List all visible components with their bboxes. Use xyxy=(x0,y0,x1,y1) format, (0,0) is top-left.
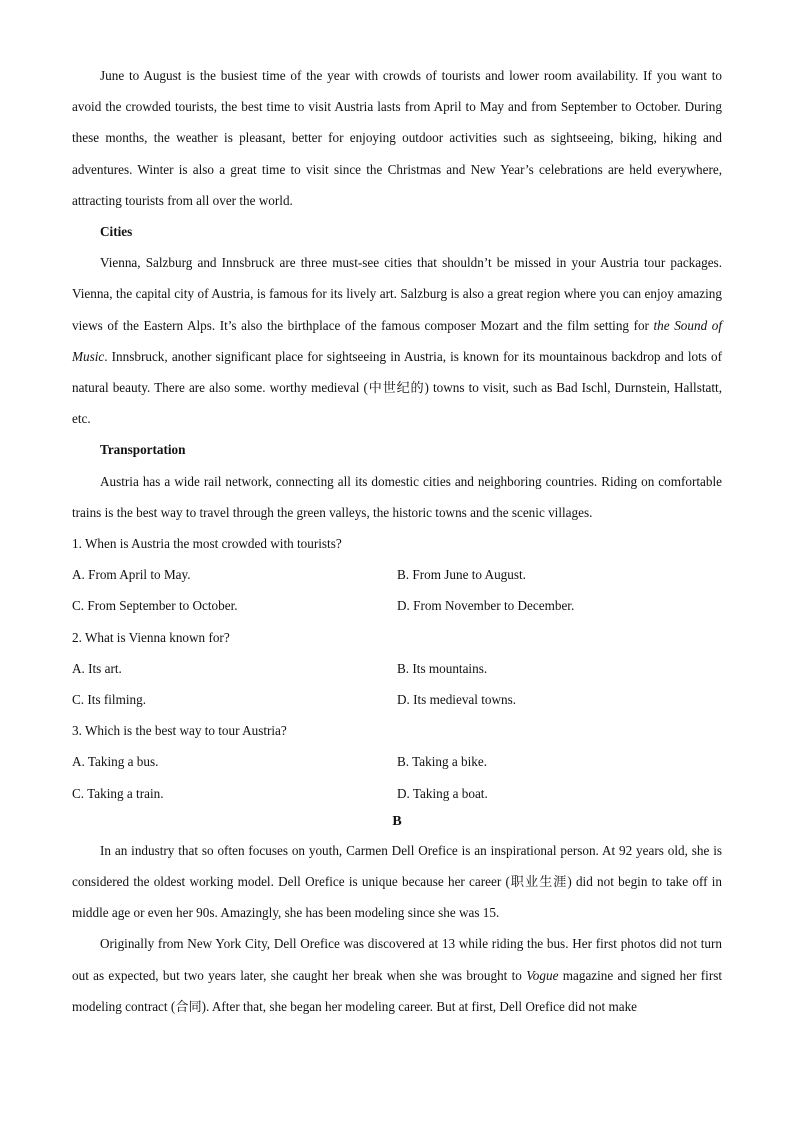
heading-transportation: Transportation xyxy=(100,442,186,458)
paragraph-carmen-origin xyxy=(72,928,722,1022)
paragraph-best-time: June to August is the busiest time of the year with crowds of tourists and lower room availability. If you want to avoid the crowded tourists, the best time to visit Austria lasts from April to May and from September to October. During these months, the weather is pleasant, better for enjoying outdoor activities such as sightseeing, biking, hiking and adventures. Winter is also a great time to visit since the Christmas and New Year’s celebrations are held everywhere, attracting tourists from all over the world. xyxy=(72,68,722,208)
heading-cities: Cities xyxy=(100,224,133,240)
question-3-option-c: C. Taking a train. xyxy=(72,785,164,801)
cities-text-1: Vienna, Salzburg and Innsbruck are three must-see cities that shouldn’t be missed in your Austria tour packages. Vienna, the capital city of Austria, is famous for its lively art. Salzburg is also a great region where you can enjoy amazing views of the Eastern Alps. It’s also the birthplace of the famous composer Mozart and the film setting for xyxy=(72,255,722,333)
question-3-option-b: B. Taking a bike. xyxy=(397,754,488,770)
paragraph-cities xyxy=(72,247,722,434)
document-page xyxy=(72,60,722,1022)
question-2-option-a: A. Its art. xyxy=(72,660,122,676)
origin-text-1: Originally from New York City, Dell Orefice was discovered at 13 while riding the bus. Her first photos did not turn out as expected, but two years later, she caught her break when she was brought to xyxy=(72,936,722,983)
question-2-option-d: D. Its medieval towns. xyxy=(397,692,517,708)
origin-text-2: magazine and signed her first modeling contract (合同). After that, she began her modeling career. But at first, Dell Orefice did not make xyxy=(72,967,723,1014)
question-3-stem: 3. Which is the best way to tour Austria? xyxy=(72,723,287,739)
cities-text-2: . Innsbruck, another significant place for sightseeing in Austria, is known for its mountainous backdrop and lots of natural beauty. There are also some. worthy medieval (中世纪的) towns to visit, such as Bad Ischl, Durnstein, Hallstatt, etc. xyxy=(72,348,722,427)
section-b-title: B xyxy=(392,813,402,829)
question-1-option-a: A. From April to May. xyxy=(72,567,191,583)
paragraph-carmen-intro: In an industry that so often focuses on youth, Carmen Dell Orefice is an inspirational person. At 92 years old, she is considered the oldest working model. Dell Orefice is unique because her career (职业生涯) did not begin to take off in middle age or even her 90s. Amazingly, she has been modeling since she was 15. xyxy=(72,842,722,921)
question-1-option-d: D. From November to December. xyxy=(397,598,575,614)
question-1-option-c: C. From September to October. xyxy=(72,598,238,614)
question-1 xyxy=(72,528,722,622)
question-1-stem: 1. When is Austria the most crowded with tourists? xyxy=(72,536,342,552)
magazine-title: Vogue xyxy=(526,967,559,983)
question-3-option-a: A. Taking a bus. xyxy=(72,754,159,770)
paragraph-transportation: Austria has a wide rail network, connecting all its domestic cities and neighboring countries. Riding on comfortable trains is the best way to travel through the green valleys, the historic towns and the scenic villages. xyxy=(72,473,722,520)
question-3-option-d: D. Taking a boat. xyxy=(397,785,488,801)
question-1-option-b: B. From June to August. xyxy=(397,567,526,583)
question-2-option-b: B. Its mountains. xyxy=(397,660,488,676)
question-3 xyxy=(72,715,722,809)
question-2-option-c: C. Its filming. xyxy=(72,692,146,708)
question-2 xyxy=(72,622,722,716)
cities-film-title: the Sound of Music xyxy=(72,317,722,364)
question-2-stem: 2. What is Vienna known for? xyxy=(72,629,230,645)
